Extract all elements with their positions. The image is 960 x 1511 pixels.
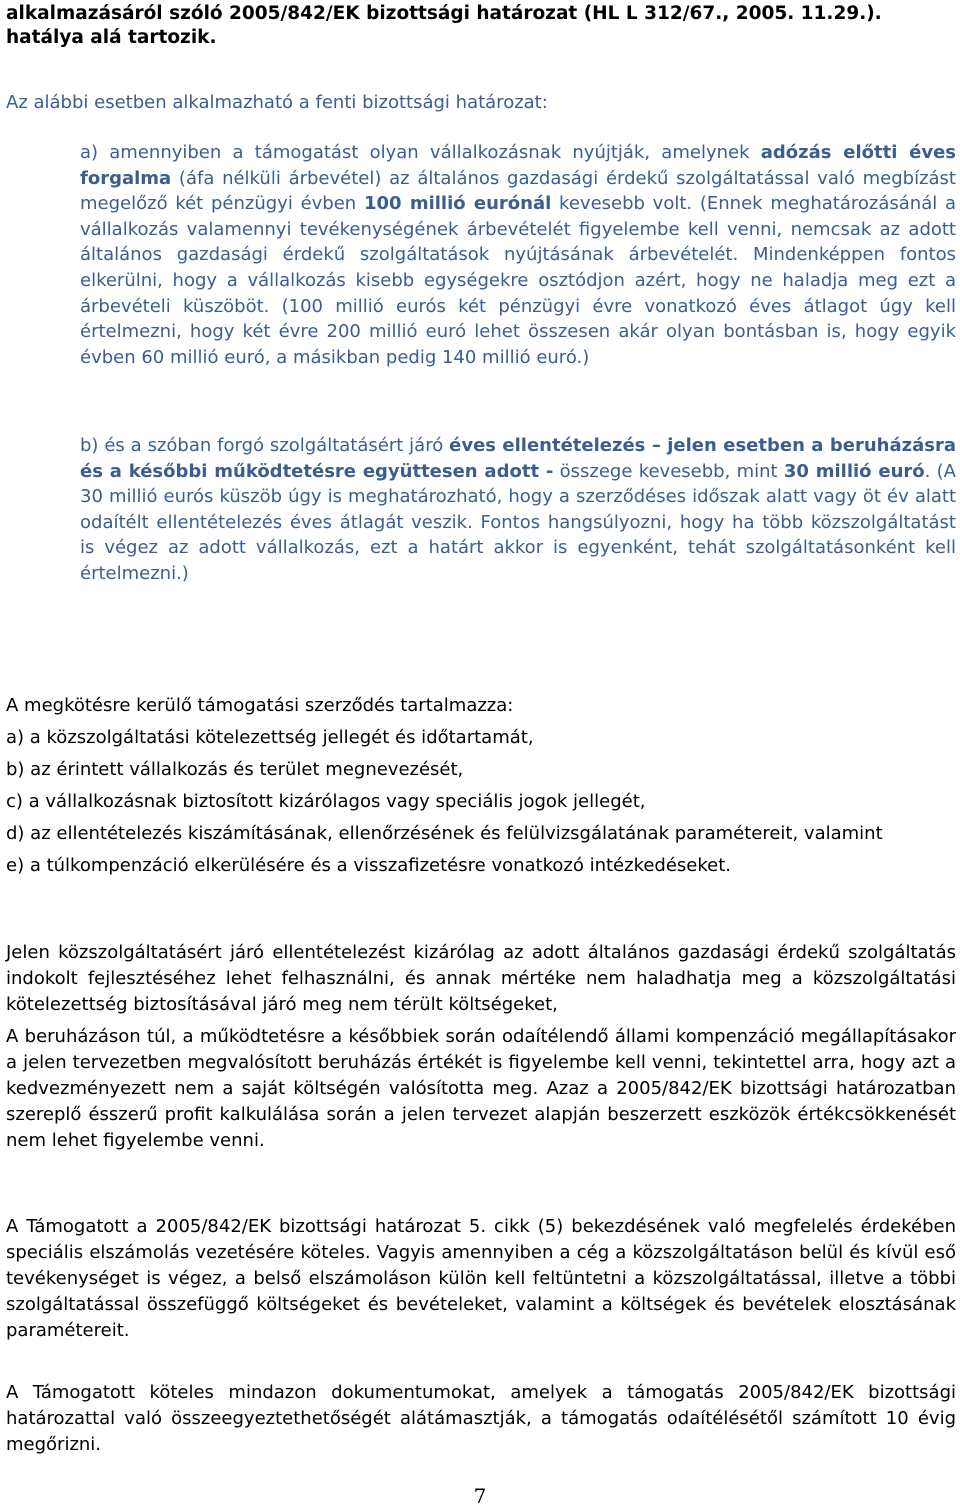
condition-b-bold-1: éves ellentételezés – jelen esetben a beruházásra és a későbbi működtetésre együttesen adott -	[80, 435, 956, 482]
header-continuation: alkalmazásáról szóló 2005/842/EK bizottsági határozat (HL L 312/67., 2005. 11.29.). hatálya alá tartozik.	[6, 3, 882, 48]
condition-a-bold-2: 100 millió eurónál	[363, 193, 552, 215]
contract-intro: A megkötésre kerülő támogatási szerződés tartalmazza:	[6, 695, 514, 716]
paragraph-investment: A beruházáson túl, a működtetésre a későbbiek során odaítélendő állami kompenzáció megállapításakor a jelen tervezetben megvalósított beruházás értékét is figyelembe kell venni, tekintettel arra, hogy azt a kedvezményezett nem a saját költségén valósította meg. Azaz a 2005/842/EK bizottsági határozatban szereplő ésszerű profit kalkulálása során a jelen tervezet alapján beszerzett eszközök értékcsökkenését nem lehet figyelembe venni.	[6, 1026, 956, 1151]
paragraph-documents: A Támogatott köteles mindazon dokumentumokat, amelyek a támogatás 2005/842/EK bizottsági határozattal való összeegyeztethetőségét alátámasztják, a támogatás odaítélésétől számított 10 évig megőrizni.	[6, 1382, 956, 1455]
contract-item-b: b) az érintett vállalkozás és terület megnevezését,	[6, 759, 464, 780]
contract-contents	[6, 692, 956, 879]
condition-a-text-3: kevesebb volt. (Ennek meghatározásánál a vállalkozás valamennyi tevékenységének árbevételét figyelembe kell venni, nemcsak az adott általános gazdasági érdekű szolgáltatások nyújtásának árbevételét. Mindenképpen fontos elkerülni, hogy a vállalkozás kisebb egységekre osztódjon azért, hogy ne haladja meg ezt a árbevételi küszöböt. (100 millió eurós két pénzügyi évre vonatkozó éves átlagot úgy kell értelmezni, hogy két évre 200 millió euró lehet összesen akár olyan bontásban is, hogy egyik évben 60 millió euró, a másikban pedig 140 millió euró.)	[80, 193, 956, 368]
lead-sentence: Az alábbi esetben alkalmazható a fenti bizottsági határozat:	[6, 92, 548, 113]
condition-b-text-3: . (A 30 millió eurós küszöb úgy is meghatározható, hogy a szerződéses időszak alatt vagy öt év alatt odaítélt ellentételezés éves átlagát veszik. Fontos hangsúlyozni, hogy ha több közszolgáltatást is végez az adott vállalkozás, ezt a határt akkor is egyenként, tehát szolgáltatásonként kell értelmezni.)	[80, 460, 956, 584]
paragraph-accounting: A Támogatott a 2005/842/EK bizottsági határozat 5. cikk (5) bekezdésének való megfelelés érdekében speciális elszámolás vezetésére köteles. Vagyis amennyiben a cég a közszolgáltatáson belül és kívül eső tevékenységet is végez, a belső elszámoláson külön kell feltüntetni a közszolgáltatással, illetve a többi szolgáltatással összefüggő költségeket és bevételeket, valamint a költségek és bevételek elosztásának paramétereit.	[6, 1216, 956, 1341]
contract-item-e: e) a túlkompenzáció elkerülésére és a visszafizetésre vonatkozó intézkedéseket.	[6, 855, 732, 876]
condition-a	[80, 140, 956, 370]
contract-item-c: c) a vállalkozásnak biztosított kizárólagos vagy speciális jogok jellegét,	[6, 791, 646, 812]
condition-a-text-2: (áfa nélküli árbevétel) az általános gazdasági érdekű szolgáltatással való megbízást megelőző két pénzügyi évben	[80, 167, 956, 215]
condition-a-text-1: a) amennyiben a támogatást olyan vállalkozásnak nyújtják, amelynek	[80, 142, 761, 163]
condition-a-bold-1: adózás előtti éves forgalma	[80, 142, 956, 189]
contract-item-d: d) az ellentételezés kiszámításának, ellenőrzésének és felülvizsgálatának paramétereit, valamint	[6, 823, 883, 844]
paragraph-compensation-use: Jelen közszolgáltatásért járó ellentételezést kizárólag az adott általános gazdasági érdekű szolgáltatás indokolt fejlesztéséhez lehet felhasználni, és annak mértéke nem haladhatja meg a közszolgáltatási kötelezettség biztosításával járó meg nem térült költségeket,	[6, 942, 956, 1015]
condition-b	[80, 433, 956, 587]
condition-b-text-1: b) és a szóban forgó szolgáltatásért járó	[80, 435, 450, 456]
contract-item-a: a) a közszolgáltatási kötelezettség jellegét és időtartamát,	[6, 727, 534, 748]
condition-b-text-2: összege kevesebb, mint	[553, 460, 784, 482]
condition-b-bold-2: 30 millió euró	[783, 460, 925, 482]
page-number: 7	[473, 1484, 487, 1508]
